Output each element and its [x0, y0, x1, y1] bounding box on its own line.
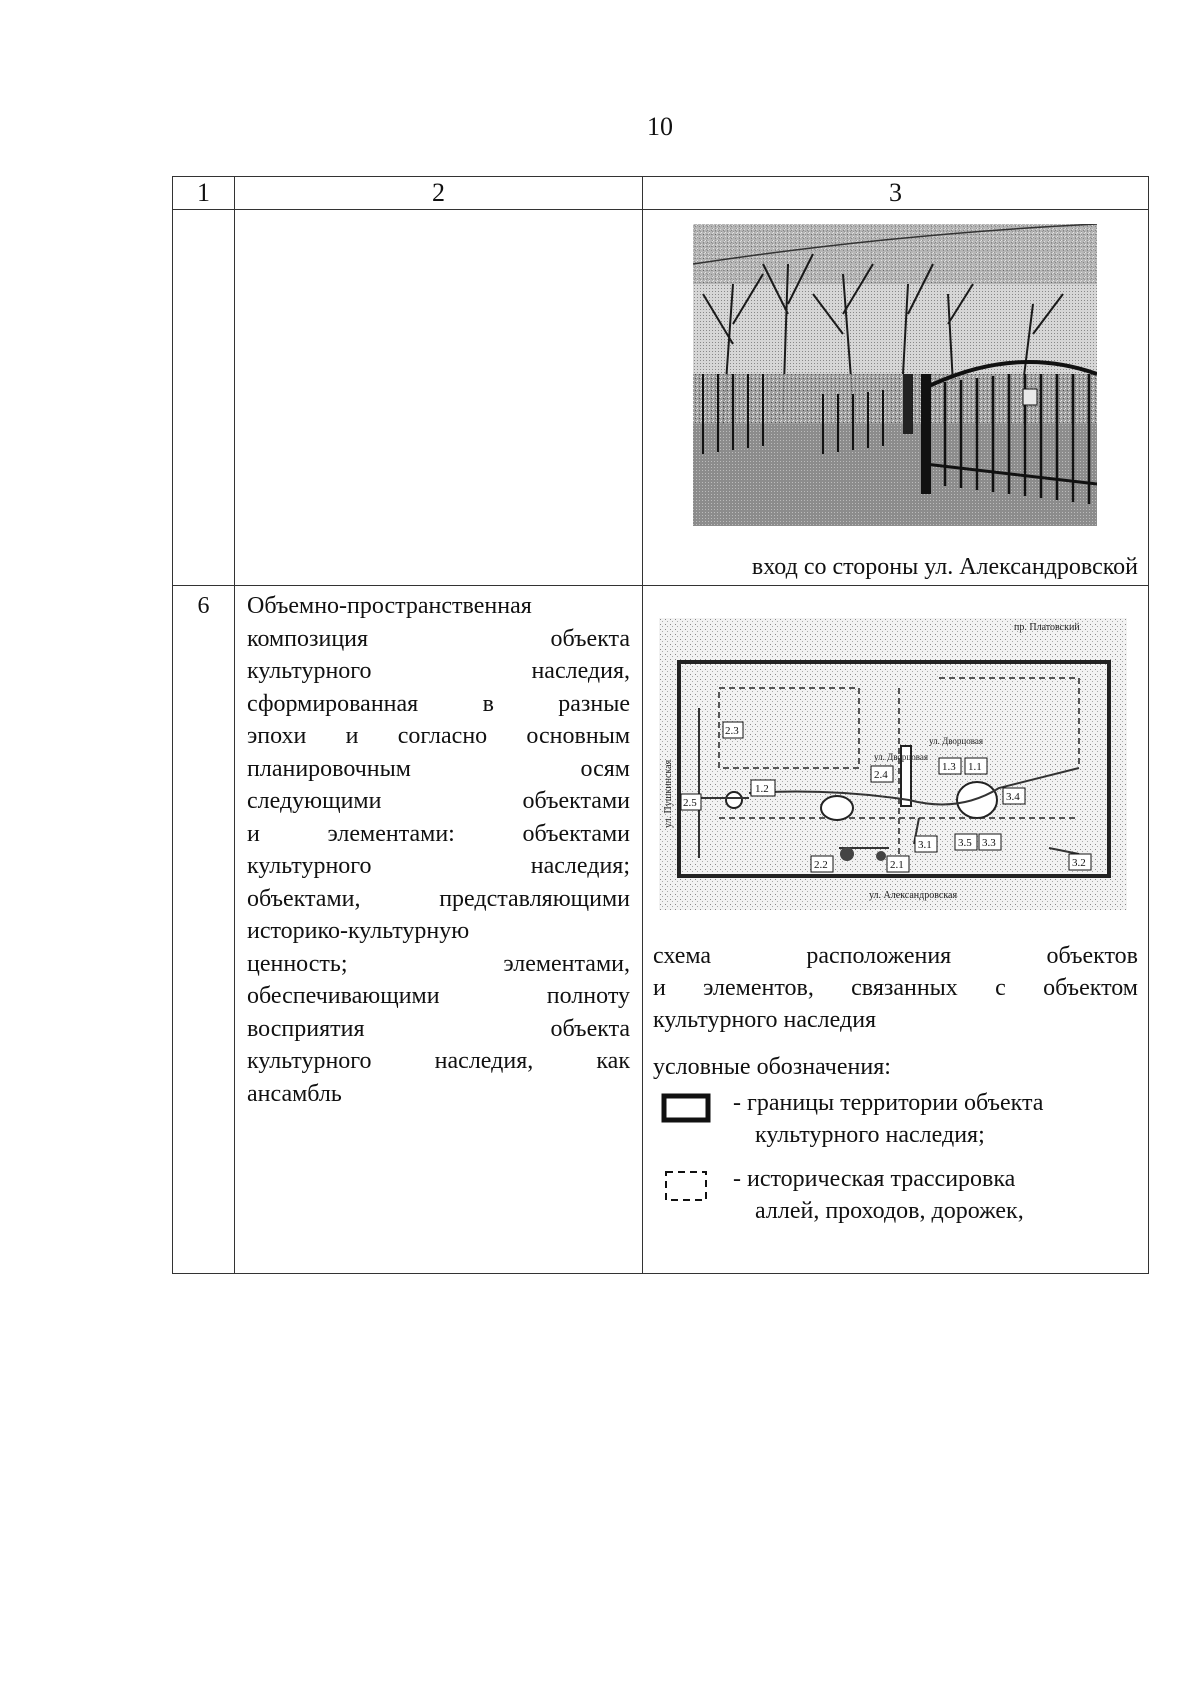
map-street-label: пр. Платовский [1014, 622, 1080, 633]
document-table [172, 176, 1149, 1274]
description-line: композиция объекта [247, 625, 630, 652]
page-number: 10 [647, 112, 673, 141]
map-marker: 3.1 [918, 839, 932, 851]
legend-text: аллей, проходов, дорожек, [755, 1198, 1024, 1224]
row-description-cell [235, 210, 643, 586]
description-line: ценность; элементами, [247, 950, 630, 977]
description-line: сформированная в разные [247, 690, 630, 717]
legend-item [643, 1163, 1148, 1227]
map-marker: 2.2 [814, 859, 828, 871]
description-line: следующими объектами [247, 788, 630, 814]
photo-caption: вход со стороны ул. Александровской [751, 554, 1138, 580]
description-line: эпохи и согласно основным [247, 723, 630, 749]
description-line: культурного наследия, как [247, 1048, 630, 1074]
map-marker: 1.2 [755, 783, 769, 795]
row-number: 6 [173, 586, 235, 1274]
table-row-continued [173, 210, 1149, 586]
scheme-description [643, 910, 1148, 1036]
map-street-label: ул. Александровская [869, 890, 958, 901]
scheme-line: культурного наследия [653, 1007, 877, 1033]
description-line: восприятия объекта [247, 1015, 630, 1042]
map-marker: 3.4 [1006, 791, 1020, 803]
legend-text: - историческая трассировка [733, 1166, 1016, 1192]
description-line: историко-культурную [247, 918, 470, 944]
description-line: культурного наследия, [247, 658, 630, 684]
map-marker: 2.1 [890, 859, 904, 871]
legend-text: - границы территории объекта [733, 1090, 1044, 1116]
row-number-cell [173, 210, 235, 586]
scheme-line: схема расположения объектов [653, 943, 1138, 969]
table-row [173, 586, 1149, 1274]
legend-text: культурного наследия; [755, 1122, 985, 1148]
map-marker: 1.1 [968, 761, 982, 773]
scheme-cell [643, 586, 1149, 1274]
column-header: 1 [173, 177, 235, 210]
legend-title: условные обозначения: [653, 1054, 891, 1080]
map-street-label: ул. Дворцовая [929, 736, 984, 746]
map-marker: 3.5 [958, 837, 972, 849]
map-marker: 2.5 [683, 797, 697, 809]
legend-item [643, 1087, 1148, 1151]
description-line: культурного наследия; [247, 853, 630, 879]
table-header-row [173, 177, 1149, 210]
dashed-border-rectangle-icon [661, 1169, 711, 1203]
map-marker: 1.3 [942, 761, 956, 773]
description-line: планировочным осям [247, 755, 630, 782]
map-marker: 3.2 [1072, 857, 1086, 869]
column-header: 3 [643, 177, 1149, 210]
site-plan-map [659, 618, 1127, 910]
map-street-label: ул. Дворцовая [874, 752, 929, 762]
description-line: и элементами: объектами [247, 820, 630, 847]
map-marker: 3.3 [982, 837, 996, 849]
scheme-line: и элементов, связанных с объектом [653, 975, 1138, 1001]
park-entrance-photo [693, 224, 1097, 526]
map-street-label: ул. Пушкинская [663, 759, 674, 828]
solid-border-rectangle-icon [661, 1093, 711, 1123]
photo-cell [643, 210, 1149, 586]
description-line: Объемно-пространственная [247, 593, 532, 619]
description-line: ансамбль [247, 1080, 342, 1107]
map-marker: 2.4 [874, 769, 888, 781]
object-description [235, 586, 643, 1274]
description-line: обеспечивающими полноту [247, 983, 630, 1009]
map-marker: 2.3 [725, 725, 739, 737]
column-header: 2 [235, 177, 643, 210]
description-line: объектами, представляющими [247, 885, 630, 912]
